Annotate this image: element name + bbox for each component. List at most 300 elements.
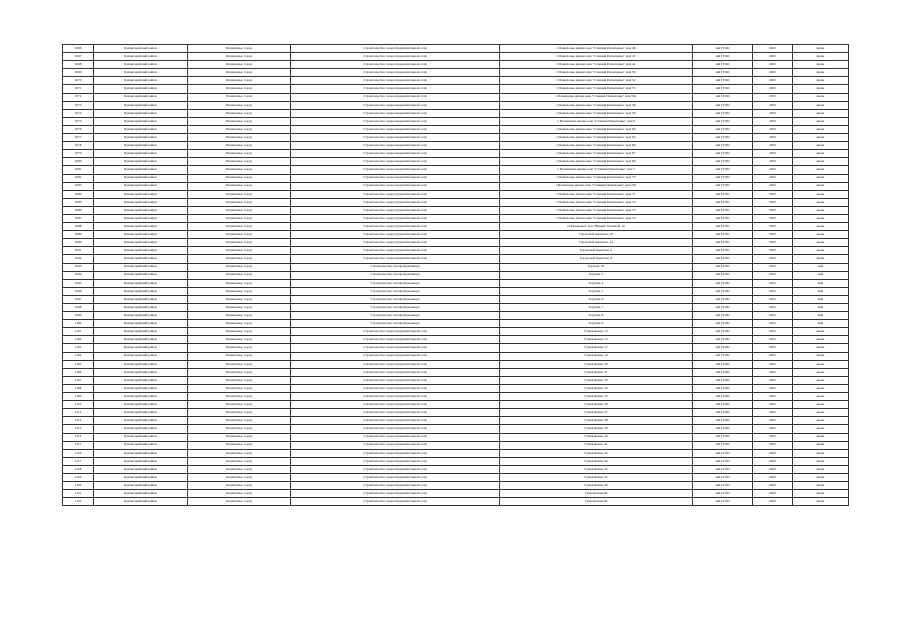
address-cell: Городской переулок, 10	[500, 231, 693, 239]
district-cell: Бахчисарайский район	[94, 320, 188, 328]
row-number-cell: 1108	[63, 384, 94, 392]
address-cell: г.Пошехонье жилая зона "Станция Пошехонье" дом 63	[500, 134, 693, 142]
row-number-cell: 1104	[63, 352, 94, 360]
year-cell: 2025	[753, 473, 793, 481]
contractor-cell: АО ГГЛО	[693, 425, 753, 433]
year-cell: 2025	[753, 368, 793, 376]
month-cell: июнь	[793, 401, 849, 409]
row-number-cell: 1088	[63, 223, 94, 231]
row-number-cell: 1122	[63, 498, 94, 506]
row-number-cell: 1093	[63, 263, 94, 271]
address-cell: Горская, 6	[500, 295, 693, 303]
work-type-cell: Строительство газораспределительной сети	[291, 490, 500, 498]
locality-cell: Пошехонье, город	[188, 85, 291, 93]
address-cell: Гумелевская, 17	[500, 344, 693, 352]
table-row	[63, 433, 849, 441]
district-cell: Бахчисарайский район	[94, 368, 188, 376]
contractor-cell: АО ГГЛО	[693, 117, 753, 125]
month-cell: июнь	[793, 117, 849, 125]
work-type-cell: Строительство газораспределительной сети	[291, 425, 500, 433]
work-type-cell: Строительство газораспределительной сети	[291, 465, 500, 473]
district-cell: Бахчисарайский район	[94, 312, 188, 320]
work-type-cell: Строительство газопровода-ввода	[291, 320, 500, 328]
locality-cell: Пошехонье, город	[188, 312, 291, 320]
year-cell: 2025	[753, 101, 793, 109]
row-number-cell: 1102	[63, 336, 94, 344]
work-type-cell: Строительство газопровода-ввода	[291, 271, 500, 279]
month-cell: июнь	[793, 360, 849, 368]
year-cell: 2025	[753, 433, 793, 441]
district-cell: Бахчисарайский район	[94, 441, 188, 449]
row-number-cell: 1090	[63, 239, 94, 247]
locality-cell: Пошехонье, город	[188, 482, 291, 490]
district-cell: Бахчисарайский район	[94, 231, 188, 239]
year-cell: 2025	[753, 328, 793, 336]
locality-cell: Пошехонье, город	[188, 109, 291, 117]
address-cell: г.Пошехонье жилая зона "Станция Пошехонье" дом 4а	[500, 61, 693, 69]
month-cell: июнь	[793, 336, 849, 344]
contractor-cell: АО ГГЛО	[693, 384, 753, 392]
locality-cell: Пошехонье, город	[188, 45, 291, 53]
year-cell: 2025	[753, 77, 793, 85]
contractor-cell: АО ГГЛО	[693, 376, 753, 384]
month-cell: июнь	[793, 45, 849, 53]
table-row	[63, 384, 849, 392]
work-type-cell: Строительство газораспределительной сети	[291, 498, 500, 506]
table-row	[63, 69, 849, 77]
table-row	[63, 61, 849, 69]
address-cell: Горская, 8	[500, 312, 693, 320]
district-cell: Бахчисарайский район	[94, 336, 188, 344]
address-cell: г.Пошехонье жилая зона "Станция Пошехонье" дом 79	[500, 214, 693, 222]
address-cell: Гумелевская, 35	[500, 393, 693, 401]
table-row	[63, 53, 849, 61]
locality-cell: Пошехонье, город	[188, 190, 291, 198]
row-number-cell: 1119	[63, 473, 94, 481]
year-cell: 2025	[753, 109, 793, 117]
work-type-cell: Строительство газораспределительной сети	[291, 190, 500, 198]
row-number-cell: 1083	[63, 182, 94, 190]
work-type-cell: Строительство газораспределительной сети	[291, 401, 500, 409]
month-cell: июнь	[793, 166, 849, 174]
address-cell: Гумелевская, 37	[500, 409, 693, 417]
work-type-cell: Строительство газораспределительной сети	[291, 109, 500, 117]
year-cell: 2025	[753, 158, 793, 166]
row-number-cell: 1118	[63, 465, 94, 473]
work-type-cell: Строительство газораспределительной сети	[291, 449, 500, 457]
address-cell: Городской переулок, 8	[500, 255, 693, 263]
work-type-cell: Строительство газораспределительной сети	[291, 101, 500, 109]
work-type-cell: Строительство газораспределительной сети	[291, 150, 500, 158]
year-cell: 2025	[753, 142, 793, 150]
contractor-cell: АО ГГЛО	[693, 77, 753, 85]
row-number-cell: 1071	[63, 85, 94, 93]
work-type-cell: Строительство газораспределительной сети	[291, 134, 500, 142]
work-type-cell: Строительство газораспределительной сети	[291, 166, 500, 174]
locality-cell: Пошехонье, город	[188, 449, 291, 457]
address-cell: Гумелевская, 19	[500, 352, 693, 360]
month-cell: июнь	[793, 368, 849, 376]
table-row	[63, 101, 849, 109]
district-cell: Бахчисарайский район	[94, 417, 188, 425]
month-cell: июнь	[793, 198, 849, 206]
table-row	[63, 344, 849, 352]
contractor-cell: АО ГГЛО	[693, 247, 753, 255]
contractor-cell: АО ГГЛО	[693, 231, 753, 239]
row-number-cell: 1072	[63, 93, 94, 101]
address-cell: г.Пошехонье жилая зона "Станция Пошехонье" дом 73	[500, 206, 693, 214]
address-cell: г.Пошехонье жилая зона "Станция Пошехонье" дом 55	[500, 85, 693, 93]
address-cell: г. Пошехонье жилая зона "Станция Пошехонье" дом 7	[500, 166, 693, 174]
contractor-cell: АО ГГЛО	[693, 255, 753, 263]
work-type-cell: Строительство газораспределительной сети	[291, 77, 500, 85]
work-type-cell: Строительство газораспределительной сети	[291, 93, 500, 101]
table-row	[63, 158, 849, 166]
year-cell: 2025	[753, 198, 793, 206]
locality-cell: Пошехонье, город	[188, 376, 291, 384]
locality-cell: Пошехонье, город	[188, 457, 291, 465]
table-row	[63, 117, 849, 125]
address-cell: Горская, 9	[500, 320, 693, 328]
contractor-cell: АО ГГЛО	[693, 101, 753, 109]
table-row	[63, 223, 849, 231]
work-type-cell: Строительство газораспределительной сети	[291, 360, 500, 368]
row-number-cell: 1095	[63, 279, 94, 287]
contractor-cell: АО ГГЛО	[693, 409, 753, 417]
work-type-cell: Строительство газораспределительной сети	[291, 158, 500, 166]
month-cell: июнь	[793, 182, 849, 190]
locality-cell: Пошехонье, город	[188, 231, 291, 239]
row-number-cell: 1092	[63, 255, 94, 263]
row-number-cell: 1117	[63, 457, 94, 465]
year-cell: 2025	[753, 401, 793, 409]
locality-cell: Пошехонье, город	[188, 77, 291, 85]
locality-cell: Пошехонье, город	[188, 295, 291, 303]
year-cell: 2025	[753, 295, 793, 303]
locality-cell: Пошехонье, город	[188, 214, 291, 222]
locality-cell: Пошехонье, город	[188, 117, 291, 125]
district-cell: Бахчисарайский район	[94, 77, 188, 85]
month-cell: июнь	[793, 125, 849, 133]
year-cell: 2025	[753, 393, 793, 401]
contractor-cell: АО ГГЛО	[693, 279, 753, 287]
work-type-cell: Строительство газораспределительной сети	[291, 433, 500, 441]
month-cell: июнь	[793, 433, 849, 441]
table-row	[63, 45, 849, 53]
year-cell: 2025	[753, 312, 793, 320]
table-row	[63, 247, 849, 255]
table-row	[63, 150, 849, 158]
contractor-cell: АО ГГЛО	[693, 295, 753, 303]
year-cell: 2025	[753, 190, 793, 198]
address-cell: г.Пошехонье жилая зона "Станция Пошехонье" дом 70	[500, 174, 693, 182]
contractor-cell: АО ГГЛО	[693, 320, 753, 328]
month-cell: июнь	[793, 77, 849, 85]
table-row	[63, 328, 849, 336]
table-row	[63, 255, 849, 263]
row-number-cell: 1109	[63, 393, 94, 401]
district-cell: Бахчисарайский район	[94, 490, 188, 498]
year-cell: 2025	[753, 417, 793, 425]
district-cell: Бахчисарайский район	[94, 247, 188, 255]
contractor-cell: АО ГГЛО	[693, 417, 753, 425]
address-cell: г.Пошехонье жилая зона "Станция Пошехонье" дом 71	[500, 190, 693, 198]
table-row	[63, 352, 849, 360]
contractor-cell: АО ГГЛО	[693, 214, 753, 222]
month-cell: июнь	[793, 352, 849, 360]
table-row	[63, 304, 849, 312]
month-cell: июнь	[793, 85, 849, 93]
locality-cell: Пошехонье, город	[188, 174, 291, 182]
year-cell: 2025	[753, 490, 793, 498]
month-cell: июнь	[793, 457, 849, 465]
month-cell: июнь	[793, 441, 849, 449]
month-cell: июнь	[793, 239, 849, 247]
table-row	[63, 271, 849, 279]
contractor-cell: АО ГГЛО	[693, 198, 753, 206]
contractor-cell: АО ГГЛО	[693, 498, 753, 506]
district-cell: Бахчисарайский район	[94, 239, 188, 247]
contractor-cell: АО ГГЛО	[693, 271, 753, 279]
locality-cell: Пошехонье, город	[188, 433, 291, 441]
work-type-cell: Строительство газопровода-ввода	[291, 263, 500, 271]
table-row	[63, 417, 849, 425]
contractor-cell: АО ГГЛО	[693, 304, 753, 312]
district-cell: Бахчисарайский район	[94, 263, 188, 271]
contractor-cell: АО ГГЛО	[693, 465, 753, 473]
district-cell: Бахчисарайский район	[94, 384, 188, 392]
table-row	[63, 198, 849, 206]
address-cell: Горская, 5	[500, 287, 693, 295]
locality-cell: Пошехонье, город	[188, 328, 291, 336]
district-cell: Бахчисарайский район	[94, 401, 188, 409]
address-cell: Горская, 3	[500, 271, 693, 279]
month-cell: июнь	[793, 206, 849, 214]
address-cell: Гумелевская, 45	[500, 465, 693, 473]
year-cell: 2025	[753, 150, 793, 158]
year-cell: 2025	[753, 271, 793, 279]
work-type-cell: Строительство газораспределительной сети	[291, 61, 500, 69]
district-cell: Бахчисарайский район	[94, 150, 188, 158]
table-row	[63, 425, 849, 433]
work-type-cell: Строительство газораспределительной сети	[291, 69, 500, 77]
locality-cell: Пошехонье, город	[188, 263, 291, 271]
table-row	[63, 490, 849, 498]
month-cell: июнь	[793, 158, 849, 166]
contractor-cell: АО ГГЛО	[693, 360, 753, 368]
row-number-cell: 1116	[63, 449, 94, 457]
address-cell: Гумелевская, 38	[500, 417, 693, 425]
district-cell: Бахчисарайский район	[94, 328, 188, 336]
address-cell: Горская, 10	[500, 263, 693, 271]
table-row	[63, 77, 849, 85]
table-row	[63, 214, 849, 222]
locality-cell: Пошехонье, город	[188, 158, 291, 166]
contractor-cell: АО ГГЛО	[693, 69, 753, 77]
address-cell: Гумелевская, 36	[500, 401, 693, 409]
locality-cell: Пошехонье, город	[188, 198, 291, 206]
work-type-cell: Строительство газораспределительной сети	[291, 457, 500, 465]
month-cell: июнь	[793, 384, 849, 392]
table-row	[63, 449, 849, 457]
row-number-cell: 1096	[63, 287, 94, 295]
year-cell: 2025	[753, 441, 793, 449]
locality-cell: Пошехонье, город	[188, 134, 291, 142]
month-cell: июнь	[793, 142, 849, 150]
month-cell: июнь	[793, 498, 849, 506]
month-cell: июнь	[793, 328, 849, 336]
locality-cell: Пошехонье, город	[188, 287, 291, 295]
year-cell: 2025	[753, 263, 793, 271]
address-cell: г. Пошехонье жилая зона "Станция Пошехонье" дом 6	[500, 117, 693, 125]
district-cell: Бахчисарайский район	[94, 409, 188, 417]
address-cell: Гумелевская, 40	[500, 433, 693, 441]
month-cell: май	[793, 304, 849, 312]
contractor-cell: АО ГГЛО	[693, 433, 753, 441]
contractor-cell: АО ГГЛО	[693, 158, 753, 166]
year-cell: 2025	[753, 336, 793, 344]
contractor-cell: АО ГГЛО	[693, 93, 753, 101]
month-cell: июнь	[793, 247, 849, 255]
row-number-cell: 1115	[63, 441, 94, 449]
district-cell: Бахчисарайский район	[94, 101, 188, 109]
table-row	[63, 263, 849, 271]
locality-cell: Пошехонье, город	[188, 247, 291, 255]
year-cell: 2025	[753, 384, 793, 392]
address-cell: г.Пошехонье жилая зона "Станция Пошехонье" дом 47	[500, 53, 693, 61]
year-cell: 2025	[753, 53, 793, 61]
contractor-cell: АО ГГЛО	[693, 263, 753, 271]
district-cell: Бахчисарайский район	[94, 93, 188, 101]
year-cell: 2025	[753, 174, 793, 182]
address-cell: г.Пошехонье жилая зона "Станция Пошехонье" дом 70а	[500, 182, 693, 190]
row-number-cell: 1080	[63, 158, 94, 166]
table-row	[63, 174, 849, 182]
address-cell: г.Пошехонье жилая зона "Станция Пошехонье" дом 55а	[500, 93, 693, 101]
year-cell: 2025	[753, 287, 793, 295]
district-cell: Бахчисарайский район	[94, 61, 188, 69]
address-cell: г.Пошехонье жилая зона "Станция Пошехонье" дом 60	[500, 125, 693, 133]
year-cell: 2025	[753, 247, 793, 255]
year-cell: 2025	[753, 223, 793, 231]
contractor-cell: АО ГГЛО	[693, 482, 753, 490]
year-cell: 2025	[753, 117, 793, 125]
district-cell: Бахчисарайский район	[94, 69, 188, 77]
locality-cell: Пошехонье, город	[188, 320, 291, 328]
contractor-cell: АО ГГЛО	[693, 206, 753, 214]
table-row	[63, 182, 849, 190]
table-row	[63, 360, 849, 368]
contractor-cell: АО ГГЛО	[693, 239, 753, 247]
row-number-cell: 1077	[63, 134, 94, 142]
work-type-cell: Строительство газопровода-ввода	[291, 304, 500, 312]
table-row	[63, 287, 849, 295]
locality-cell: Пошехонье, город	[188, 393, 291, 401]
locality-cell: Пошехонье, город	[188, 409, 291, 417]
work-type-cell: Строительство газораспределительной сети	[291, 142, 500, 150]
year-cell: 2025	[753, 344, 793, 352]
address-cell: Гумелевская, 44	[500, 457, 693, 465]
work-type-cell: Строительство газораспределительной сети	[291, 85, 500, 93]
contractor-cell: АО ГГЛО	[693, 182, 753, 190]
row-number-cell: 1081	[63, 166, 94, 174]
table-row	[63, 473, 849, 481]
year-cell: 2025	[753, 182, 793, 190]
contractor-cell: АО ГГЛО	[693, 53, 753, 61]
month-cell: июнь	[793, 53, 849, 61]
month-cell: май	[793, 279, 849, 287]
month-cell: июнь	[793, 393, 849, 401]
locality-cell: Пошехонье, город	[188, 101, 291, 109]
table-row	[63, 239, 849, 247]
month-cell: июнь	[793, 174, 849, 182]
month-cell: июнь	[793, 465, 849, 473]
address-cell: Гумелевская, 13	[500, 328, 693, 336]
district-cell: Бахчисарайский район	[94, 182, 188, 190]
contractor-cell: АО ГГЛО	[693, 336, 753, 344]
district-cell: Бахчисарайский район	[94, 279, 188, 287]
address-cell: г.Пошехонье жилая зона "Станция Пошехонье" дом 52	[500, 77, 693, 85]
locality-cell: Пошехонье, город	[188, 69, 291, 77]
row-number-cell: 1082	[63, 174, 94, 182]
district-cell: Бахчисарайский район	[94, 473, 188, 481]
work-type-cell: Строительство газораспределительной сети	[291, 393, 500, 401]
work-type-cell: Строительство газопровода-ввода	[291, 287, 500, 295]
address-cell: г.Пошехонье жилая зона "Станция Пошехонье" дом 67	[500, 150, 693, 158]
table-row	[63, 166, 849, 174]
district-cell: Бахчисарайский район	[94, 425, 188, 433]
district-cell: Бахчисарайский район	[94, 125, 188, 133]
table-row	[63, 465, 849, 473]
row-number-cell: 1121	[63, 490, 94, 498]
contractor-cell: АО ГГЛО	[693, 393, 753, 401]
district-cell: Бахчисарайский район	[94, 498, 188, 506]
work-type-cell: Строительство газораспределительной сети	[291, 198, 500, 206]
row-number-cell: 1067	[63, 53, 94, 61]
district-cell: Бахчисарайский район	[94, 85, 188, 93]
district-cell: Бахчисарайский район	[94, 53, 188, 61]
year-cell: 2025	[753, 279, 793, 287]
table-row	[63, 85, 849, 93]
district-cell: Бахчисарайский район	[94, 166, 188, 174]
year-cell: 2025	[753, 166, 793, 174]
work-type-cell: Строительство газопровода-ввода	[291, 312, 500, 320]
table-row	[63, 295, 849, 303]
district-cell: Бахчисарайский район	[94, 457, 188, 465]
contractor-cell: АО ГГЛО	[693, 142, 753, 150]
year-cell: 2025	[753, 206, 793, 214]
month-cell: июнь	[793, 490, 849, 498]
work-type-cell: Строительство газораспределительной сети	[291, 53, 500, 61]
table-row	[63, 312, 849, 320]
table-row	[63, 441, 849, 449]
locality-cell: Пошехонье, город	[188, 53, 291, 61]
work-type-cell: Строительство газопровода-ввода	[291, 295, 500, 303]
contractor-cell: АО ГГЛО	[693, 344, 753, 352]
address-cell: Гумелевская, 49	[500, 482, 693, 490]
address-cell: Гумелевская, 15	[500, 336, 693, 344]
row-number-cell: 1087	[63, 214, 94, 222]
year-cell: 2025	[753, 61, 793, 69]
row-number-cell: 1079	[63, 150, 94, 158]
month-cell: июнь	[793, 214, 849, 222]
row-number-cell: 1101	[63, 328, 94, 336]
locality-cell: Пошехонье, город	[188, 417, 291, 425]
table-row	[63, 376, 849, 384]
row-number-cell: 1085	[63, 198, 94, 206]
locality-cell: Пошехонье, город	[188, 142, 291, 150]
address-cell: Гумелевская,30	[500, 498, 693, 506]
